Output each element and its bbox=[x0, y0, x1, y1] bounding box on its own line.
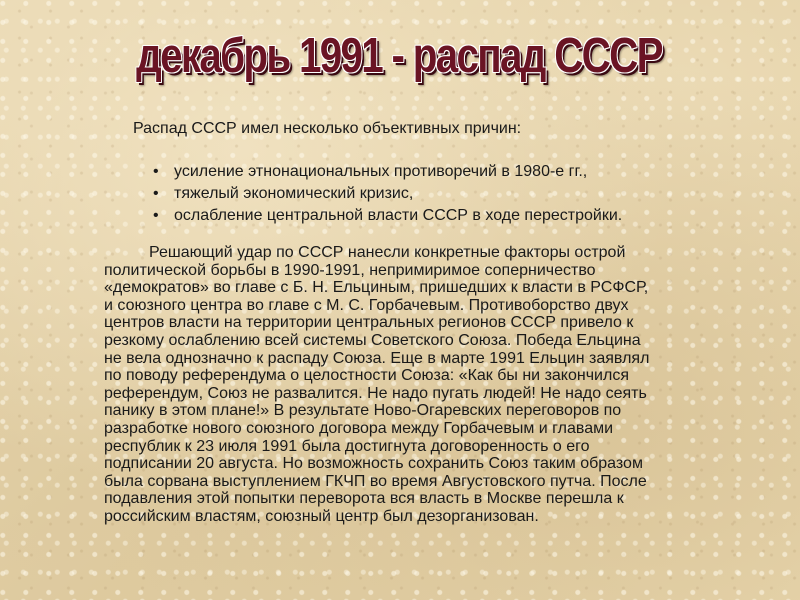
paragraph-line: референдум, Союз не развалится. Не надо пугать людей! Не надо сеять bbox=[104, 384, 647, 402]
bullet-icon: • bbox=[153, 163, 159, 180]
paragraph-line: Решающий удар по СССР нанесли конкретные факторы острой bbox=[149, 244, 626, 261]
list-item-text: тяжелый экономический кризис, bbox=[174, 185, 414, 202]
list-item bbox=[150, 161, 622, 183]
paragraph-line: и союзного центра во главе с М. С. Горбачевым. Противоборство двух bbox=[104, 296, 629, 314]
paragraph-line: резкому ослаблению всей системы Советского Союза. Победа Ельцина bbox=[104, 331, 641, 349]
paragraph-line: центров власти на территории центральных регионов СССР привело к bbox=[104, 314, 634, 332]
paragraph-line: подписании 20 августа. Но возможность сохранить Союз таким образом bbox=[104, 455, 643, 473]
list-item-text: ослабление центральной власти СССР в ходе перестройки. bbox=[174, 207, 623, 224]
paragraph-line: панику в этом плане!» В результате Ново-Огаревских переговоров по bbox=[104, 402, 622, 420]
paragraph-line: разработке нового союзного договора между Горбачевым и главами bbox=[104, 419, 614, 437]
paragraph-line: российским властям, союзный центр был дезорганизован. bbox=[104, 507, 539, 525]
slide-title: декабрь 1991 - распад СССР bbox=[136, 26, 662, 83]
bullet-icon: • bbox=[153, 207, 159, 224]
main-paragraph bbox=[104, 244, 714, 526]
list-item bbox=[150, 205, 622, 227]
paragraph-line: политической борьбы в 1990-1991, непримиримое соперничество bbox=[104, 261, 596, 279]
paragraph-line: была сорвана выступлением ГКЧП во время Августовского путча. После bbox=[104, 472, 647, 490]
list-item-text: усиление этнонациональных противоречий в 1980-е гг., bbox=[174, 163, 588, 180]
paragraph-line: «демократов» во главе с Б. Н. Ельциным, пришедших к власти в РСФСР, bbox=[104, 279, 649, 297]
paragraph-line: не вела однозначно к распаду Союза. Еще в марте 1991 Ельцин заявлял bbox=[104, 349, 650, 367]
intro-text: Распад СССР имел несколько объективных причин: bbox=[133, 120, 522, 137]
paragraph-line: по поводу референдума о целостности Союза: «Как бы ни закончился bbox=[104, 367, 629, 385]
causes-list bbox=[150, 161, 622, 227]
paragraph-line: республик к 23 июля 1991 была достигнута договоренность о его bbox=[104, 437, 590, 455]
list-item bbox=[150, 183, 622, 205]
paragraph-line: подавления этой попытки переворота вся власть в Москве перешла к bbox=[104, 490, 624, 508]
bullet-icon: • bbox=[153, 185, 159, 202]
